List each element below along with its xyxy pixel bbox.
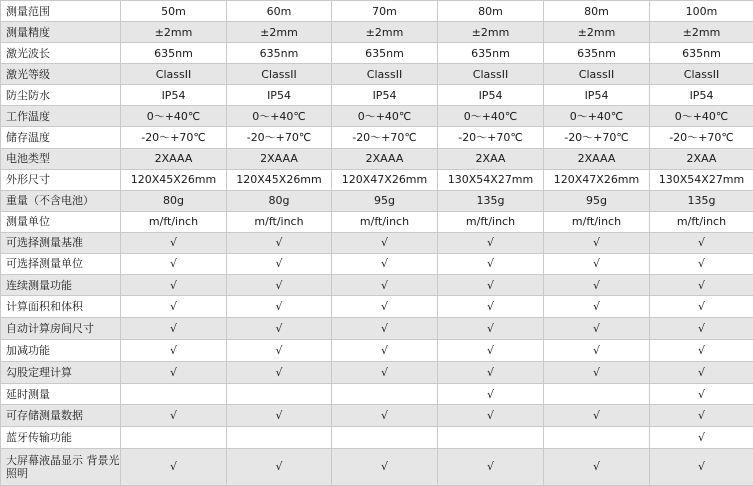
table-row — [1, 448, 753, 485]
table-row — [1, 296, 753, 318]
table-cell: √ — [438, 232, 544, 253]
table-cell: √ — [227, 275, 332, 296]
row-label: 勾股定理计算 — [1, 362, 121, 384]
table-cell — [121, 384, 227, 405]
row-label: 连续测量功能 — [1, 275, 121, 296]
table-cell: √ — [544, 405, 650, 426]
row-label: 外形尺寸 — [1, 169, 121, 190]
table-cell: √ — [332, 448, 438, 485]
table-cell: 120X47X26mm — [332, 169, 438, 190]
table-cell: √ — [332, 340, 438, 362]
table-cell: √ — [438, 362, 544, 384]
table-row — [1, 318, 753, 340]
row-label: 重量（不含电池） — [1, 190, 121, 211]
table-cell: √ — [544, 296, 650, 318]
row-label: 电池类型 — [1, 148, 121, 169]
table-cell: 120X45X26mm — [121, 169, 227, 190]
table-row — [1, 127, 753, 148]
table-cell: -20～+70℃ — [544, 127, 650, 148]
table-cell: 70m — [332, 1, 438, 22]
table-cell: 135g — [650, 190, 753, 211]
table-row — [1, 232, 753, 253]
table-cell: 0～+40℃ — [544, 106, 650, 127]
table-cell: √ — [227, 318, 332, 340]
table-cell: ±2mm — [121, 22, 227, 43]
table-cell: √ — [121, 318, 227, 340]
table-cell: ClassII — [544, 64, 650, 85]
table-cell: √ — [227, 253, 332, 274]
table-cell: 2XAAA — [544, 148, 650, 169]
table-cell: √ — [332, 318, 438, 340]
table-cell: 0～+40℃ — [650, 106, 753, 127]
table-cell: √ — [121, 232, 227, 253]
table-cell: m/ft/inch — [121, 211, 227, 232]
table-cell: √ — [650, 362, 753, 384]
table-cell: 80g — [227, 190, 332, 211]
table-cell: IP54 — [438, 85, 544, 106]
table-cell: √ — [438, 318, 544, 340]
table-row — [1, 1, 753, 22]
table-cell: -20～+70℃ — [438, 127, 544, 148]
table-cell: √ — [650, 253, 753, 274]
table-cell: 2XAAA — [121, 148, 227, 169]
table-cell — [227, 384, 332, 405]
table-cell: √ — [227, 296, 332, 318]
table-cell — [332, 426, 438, 448]
row-label: 可存储测量数据 — [1, 405, 121, 426]
table-row — [1, 211, 753, 232]
table-cell: √ — [227, 362, 332, 384]
table-cell: 635nm — [650, 43, 753, 64]
table-cell: ClassII — [332, 64, 438, 85]
table-row — [1, 22, 753, 43]
table-cell — [227, 426, 332, 448]
row-label: 大屏幕液晶显示 背景光照明 — [1, 448, 121, 485]
table-cell: √ — [650, 405, 753, 426]
table-cell: m/ft/inch — [544, 211, 650, 232]
table-cell: 0～+40℃ — [121, 106, 227, 127]
table-cell: IP54 — [544, 85, 650, 106]
table-cell: 0～+40℃ — [438, 106, 544, 127]
table-cell: 80m — [544, 1, 650, 22]
table-cell: m/ft/inch — [650, 211, 753, 232]
table-cell: IP54 — [227, 85, 332, 106]
table-cell — [544, 384, 650, 405]
table-cell: ±2mm — [332, 22, 438, 43]
table-cell: ±2mm — [650, 22, 753, 43]
table-cell: 2XAA — [650, 148, 753, 169]
table-cell: √ — [438, 275, 544, 296]
table-cell: √ — [544, 318, 650, 340]
table-cell — [332, 384, 438, 405]
table-cell: √ — [438, 384, 544, 405]
table-cell: √ — [121, 362, 227, 384]
table-cell: √ — [438, 296, 544, 318]
table-cell: √ — [650, 318, 753, 340]
table-cell: -20～+70℃ — [650, 127, 753, 148]
table-cell: √ — [332, 296, 438, 318]
spec-table-body — [1, 1, 753, 486]
row-label: 测量范围 — [1, 1, 121, 22]
row-label: 自动计算房间尺寸 — [1, 318, 121, 340]
table-cell: IP54 — [650, 85, 753, 106]
table-row — [1, 190, 753, 211]
table-row — [1, 148, 753, 169]
table-cell: √ — [227, 405, 332, 426]
row-label: 防尘防水 — [1, 85, 121, 106]
table-cell: m/ft/inch — [332, 211, 438, 232]
row-label: 测量精度 — [1, 22, 121, 43]
table-row — [1, 362, 753, 384]
table-cell: √ — [121, 296, 227, 318]
table-cell: 635nm — [332, 43, 438, 64]
table-cell: ClassII — [227, 64, 332, 85]
table-cell: √ — [544, 340, 650, 362]
table-cell: √ — [121, 275, 227, 296]
table-cell: √ — [227, 232, 332, 253]
table-cell: 120X47X26mm — [544, 169, 650, 190]
table-row — [1, 169, 753, 190]
table-cell: √ — [332, 232, 438, 253]
row-label: 加减功能 — [1, 340, 121, 362]
table-cell: √ — [332, 275, 438, 296]
table-cell: √ — [227, 340, 332, 362]
row-label: 激光波长 — [1, 43, 121, 64]
table-cell: m/ft/inch — [227, 211, 332, 232]
table-cell: 635nm — [544, 43, 650, 64]
table-cell: 120X45X26mm — [227, 169, 332, 190]
table-cell: m/ft/inch — [438, 211, 544, 232]
table-cell: 80m — [438, 1, 544, 22]
row-label: 计算面积和体积 — [1, 296, 121, 318]
table-cell: √ — [438, 253, 544, 274]
table-cell: √ — [438, 340, 544, 362]
table-cell: √ — [121, 253, 227, 274]
table-row — [1, 426, 753, 448]
table-row — [1, 275, 753, 296]
table-cell: -20～+70℃ — [121, 127, 227, 148]
table-cell: IP54 — [121, 85, 227, 106]
row-label: 测量单位 — [1, 211, 121, 232]
table-cell: 60m — [227, 1, 332, 22]
table-cell: 0～+40℃ — [227, 106, 332, 127]
table-cell: √ — [438, 405, 544, 426]
table-cell: IP54 — [332, 85, 438, 106]
row-label: 储存温度 — [1, 127, 121, 148]
table-cell: -20～+70℃ — [227, 127, 332, 148]
table-cell: √ — [332, 405, 438, 426]
row-label: 可选择测量单位 — [1, 253, 121, 274]
table-row — [1, 253, 753, 274]
table-cell: √ — [121, 340, 227, 362]
table-cell: √ — [332, 253, 438, 274]
table-cell: √ — [227, 448, 332, 485]
table-cell: √ — [650, 384, 753, 405]
table-row — [1, 43, 753, 64]
table-cell: 130X54X27mm — [650, 169, 753, 190]
table-cell: 2XAAA — [332, 148, 438, 169]
table-cell: 635nm — [121, 43, 227, 64]
table-cell: √ — [544, 275, 650, 296]
table-cell — [544, 426, 650, 448]
table-row — [1, 340, 753, 362]
table-cell: √ — [544, 362, 650, 384]
table-cell: √ — [544, 253, 650, 274]
table-cell: 2XAAA — [227, 148, 332, 169]
table-cell: 100m — [650, 1, 753, 22]
table-cell: 95g — [332, 190, 438, 211]
table-cell: √ — [121, 405, 227, 426]
table-cell: √ — [650, 426, 753, 448]
table-row — [1, 64, 753, 85]
table-cell: 95g — [544, 190, 650, 211]
table-cell — [438, 426, 544, 448]
table-cell: 50m — [121, 1, 227, 22]
table-cell: ClassII — [650, 64, 753, 85]
table-row — [1, 384, 753, 405]
table-cell: 635nm — [227, 43, 332, 64]
table-cell: 0～+40℃ — [332, 106, 438, 127]
table-cell: √ — [650, 232, 753, 253]
table-cell: √ — [650, 275, 753, 296]
table-cell: ±2mm — [544, 22, 650, 43]
row-label: 可选择测量基准 — [1, 232, 121, 253]
table-cell: 635nm — [438, 43, 544, 64]
table-cell — [121, 426, 227, 448]
table-cell: √ — [332, 362, 438, 384]
table-cell: √ — [121, 448, 227, 485]
table-cell: √ — [650, 448, 753, 485]
table-cell: √ — [650, 296, 753, 318]
row-label: 延时测量 — [1, 384, 121, 405]
table-row — [1, 106, 753, 127]
table-row — [1, 85, 753, 106]
table-cell: 135g — [438, 190, 544, 211]
table-cell: 80g — [121, 190, 227, 211]
table-cell: 2XAA — [438, 148, 544, 169]
table-row — [1, 405, 753, 426]
table-cell: √ — [438, 448, 544, 485]
table-cell: √ — [650, 340, 753, 362]
table-cell: ±2mm — [438, 22, 544, 43]
table-cell: ±2mm — [227, 22, 332, 43]
table-cell: -20～+70℃ — [332, 127, 438, 148]
row-label: 蓝牙传输功能 — [1, 426, 121, 448]
table-cell: √ — [544, 232, 650, 253]
table-cell: ClassII — [438, 64, 544, 85]
table-cell: √ — [544, 448, 650, 485]
table-cell: ClassII — [121, 64, 227, 85]
row-label: 工作温度 — [1, 106, 121, 127]
table-cell: 130X54X27mm — [438, 169, 544, 190]
row-label: 激光等级 — [1, 64, 121, 85]
